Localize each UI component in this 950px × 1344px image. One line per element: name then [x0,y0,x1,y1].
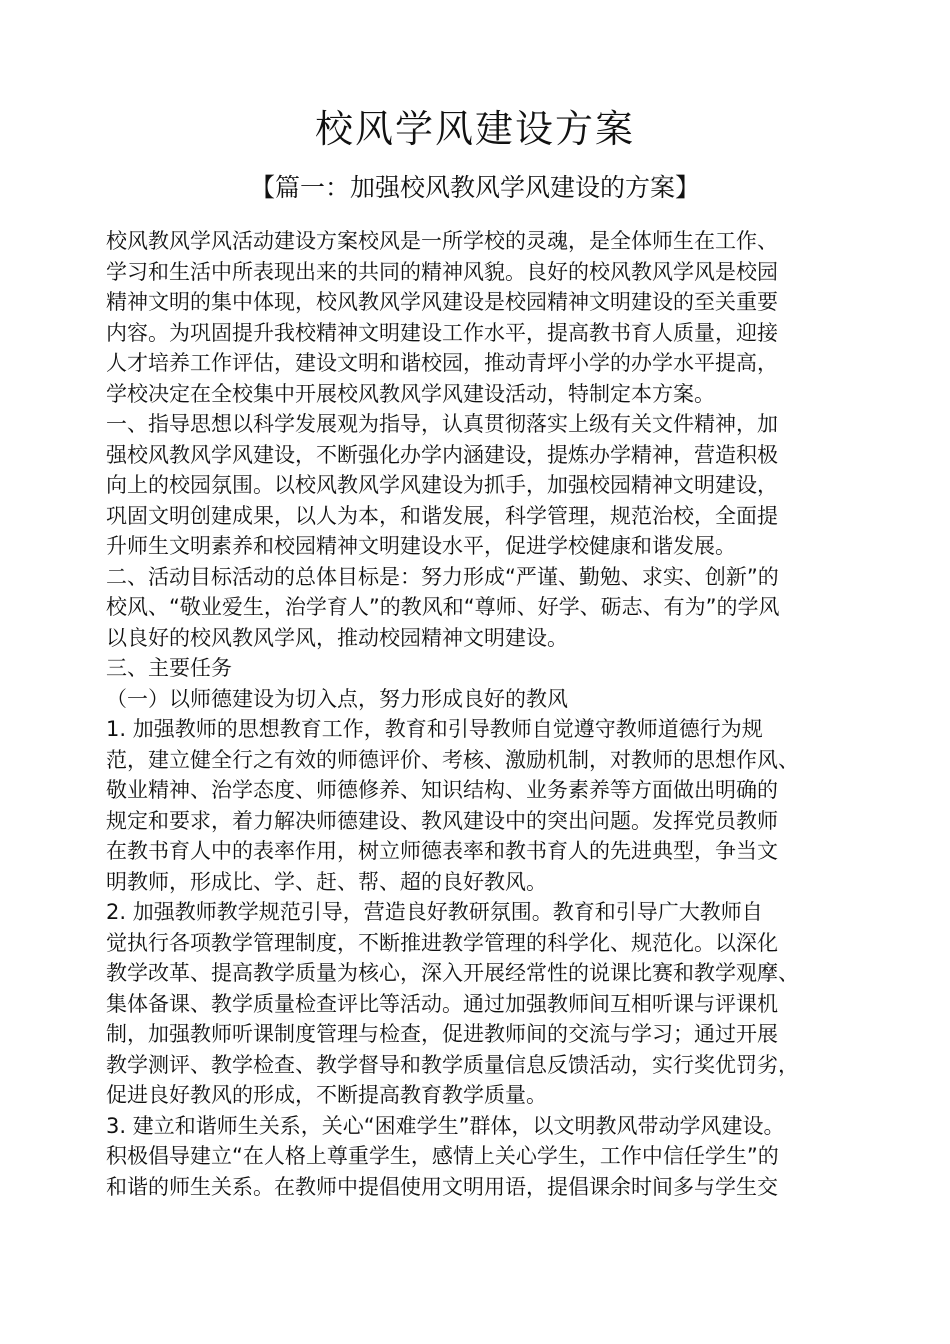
text-line: 集体备课、教学质量检查评比等活动。通过加强教师间互相听课与评课机 [106,991,778,1016]
text-line: （一）以师德建设为切入点，努力形成良好的教风 [106,686,568,711]
text-line: 觉执行各项教学管理制度，不断推进教学管理的科学化、规范化。以深化 [106,930,778,955]
text-line: 在教书育人中的表率作用，树立师德表率和教书育人的先进典型，争当文 [106,839,778,863]
text-line: 3. 建立和谐师生关系，关心“困难学生”群体，以文明教风带动学风建设。 [106,1113,785,1138]
text-line: 一、指导思想以科学发展观为指导，认真贯彻落实上级有关文件精神，加 [106,412,778,436]
text-line: 升师生文明素养和校园精神文明建设水平，促进学校健康和谐发展。 [106,534,736,558]
text-line: 向上的校园氛围。以校风教风学风建设为抓手，加强校园精神文明建设， [106,473,778,497]
text-line: 人才培养工作评估，建设文明和谐校园，推动青坪小学的办学水平提高， [106,351,778,375]
text-line: 校风、“敬业爱生，治学育人”的教风和“尊师、好学、砺志、有为”的学风 [106,595,780,619]
text-line: 明教师，形成比、学、赶、帮、超的良好教风。 [106,869,547,894]
section-subtitle: 【篇一：加强校风教风学风建设的方案】 [249,173,700,202]
body-text [106,226,866,1202]
text-line: 积极倡导建立“在人格上尊重学生，感情上关心学生，工作中信任学生”的 [106,1144,779,1168]
text-line: 和谐的师生关系。在教师中提倡使用文明用语，提倡课余时间多与学生交 [106,1174,778,1199]
text-line: 三、主要任务 [106,656,232,680]
page-title: 校风学风建设方案 [314,107,635,151]
text-line: 促进良好教风的形成，不断提高教育教学质量。 [106,1083,547,1107]
text-line: 范，建立健全行之有效的师德评价、考核、激励机制，对教师的思想作风、 [106,747,799,772]
text-line: 教学改革、提高教学质量为核心，深入开展经常性的说课比赛和教学观摩、 [106,961,799,985]
text-line: 敬业精神、治学态度、师德修养、知识结构、业务素养等方面做出明确的 [106,778,778,802]
text-line: 强校风教风学风建设，不断强化办学内涵建设，提炼办学精神，营造积极 [106,442,778,467]
text-line: 校风教风学风活动建设方案校风是一所学校的灵魂，是全体师生在工作、 [106,229,778,253]
text-line: 学校决定在全校集中开展校风教风学风建设活动，特制定本方案。 [106,381,715,406]
text-line: 巩固文明创建成果，以人为本，和谐发展，科学管理，规范治校，全面提 [106,503,778,528]
text-line: 教学测评、教学检查、教学督导和教学质量信息反馈活动，实行奖优罚劣， [106,1052,799,1077]
text-line: 内容。为巩固提升我校精神文明建设工作水平，提高教书育人质量，迎接 [106,320,778,345]
text-line: 学习和生活中所表现出来的共同的精神风貌。良好的校风教风学风是校园 [106,259,778,284]
text-line: 二、活动目标活动的总体目标是：努力形成“严谨、勤勉、求实、创新”的 [106,564,779,589]
text-line: 精神文明的集中体现，校风教风学风建设是校园精神文明建设的至关重要 [106,290,778,314]
text-line: 1. 加强教师的思想教育工作，教育和引导教师自觉遵守教师道德行为规 [106,717,763,741]
text-line: 制，加强教师听课制度管理与检查，促进教师间的交流与学习；通过开展 [106,1022,778,1046]
text-line: 规定和要求，着力解决师德建设、教风建设中的突出问题。发挥党员教师 [106,808,778,833]
text-line: 2. 加强教师教学规范引导，营造良好教研氛围。教育和引导广大教师自 [106,900,763,924]
text-line: 以良好的校风教风学风，推动校园精神文明建设。 [106,625,568,650]
